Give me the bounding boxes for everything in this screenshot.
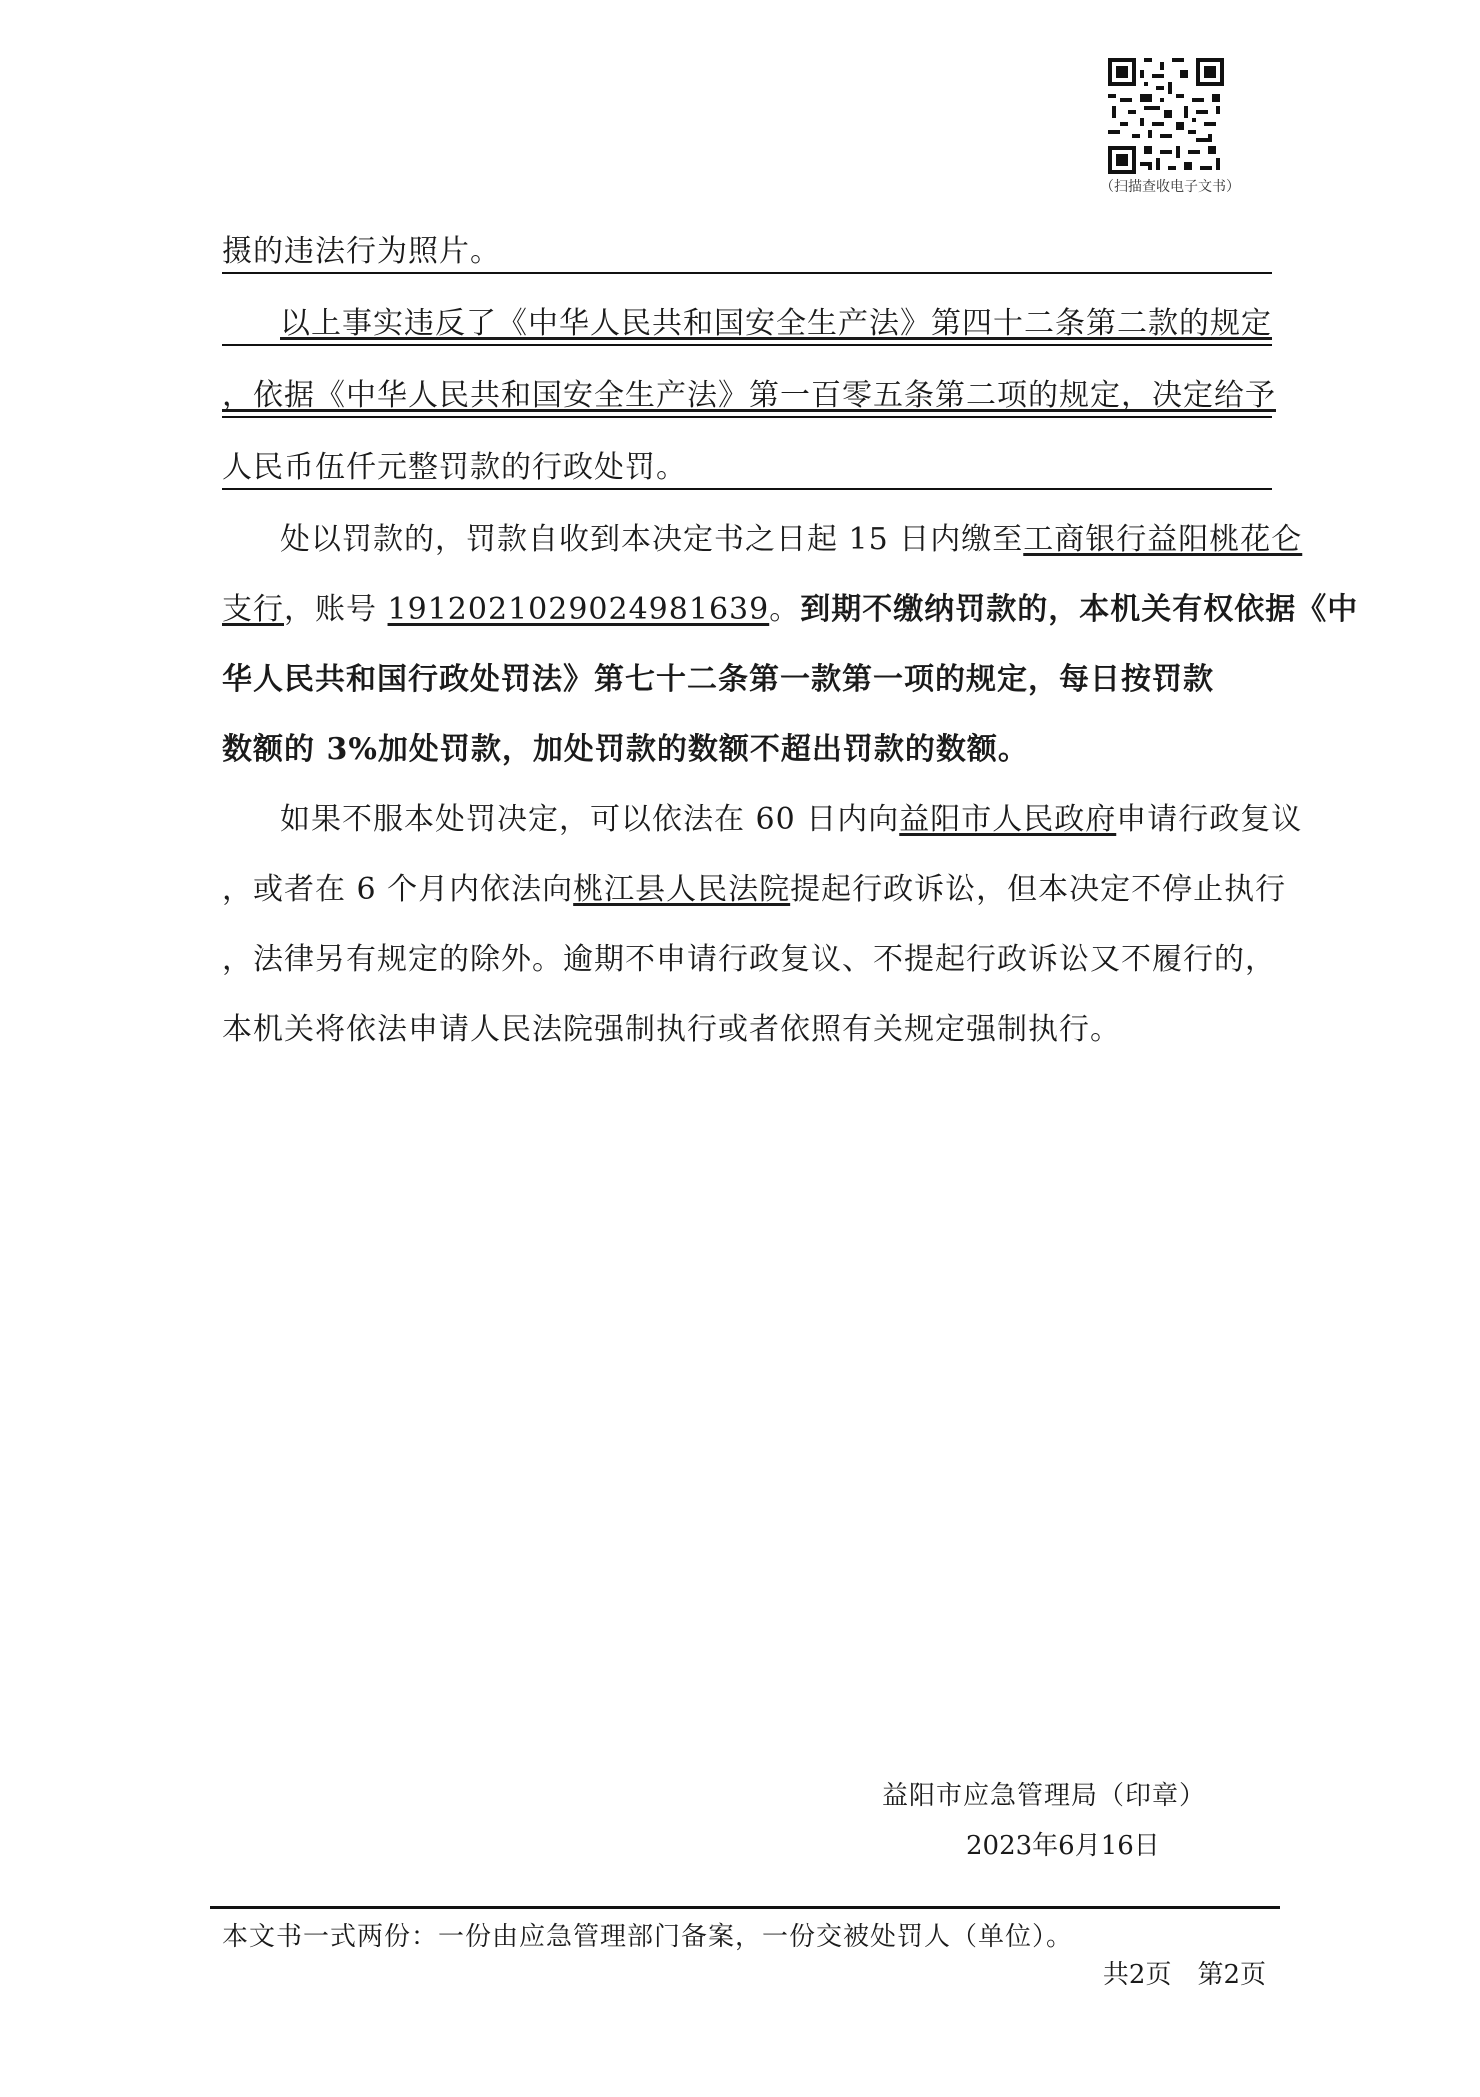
footer-divider	[210, 1906, 1280, 1909]
paragraph-appeal-line-3: ，法律另有规定的除外。逾期不申请行政复议、不提起行政诉讼又不履行的，	[222, 942, 1276, 977]
paragraph-appeal-line-1	[222, 800, 1303, 840]
court-name: 桃江县人民法院	[573, 872, 791, 907]
paragraph-payment-line-4: 数额的 3%加处罚款，加处罚款的数额不超出罚款的数额。	[222, 732, 1029, 767]
appeal-text: ，或者在 6 个月内依法向	[222, 872, 574, 907]
bank-name: 工商银行益阳桃花仑	[1023, 522, 1303, 557]
document-body	[222, 232, 1359, 1080]
account-number: 1912021029024981639	[387, 592, 770, 627]
appeal-text: 如果不服本处罚决定，可以依法在 60 日内向	[280, 802, 900, 837]
qr-code[interactable]	[1108, 58, 1224, 174]
footer-note: 本文书一式两份：一份由应急管理部门备案，一份交被处罚人（单位）。	[222, 1922, 1074, 1952]
paragraph-violation-line-2	[222, 376, 1276, 418]
paragraph-payment-line-2	[222, 590, 1359, 630]
payment-text: ，账号	[284, 592, 388, 627]
bank-name: 支行	[222, 592, 284, 627]
payment-text: 处以罚款的，罚款自收到本决定书之日起 15 日内缴至	[280, 522, 1024, 557]
appeal-text: 提起行政诉讼，但本决定不停止执行	[790, 872, 1287, 907]
paragraph-payment-line-3: 华人民共和国行政处罚法》第七十二条第一款第一项的规定，每日按罚款	[222, 662, 1214, 697]
paragraph-violation-line-1	[222, 304, 1272, 346]
paragraph-evidence-line-1: 摄的违法行为照片。	[222, 232, 1272, 274]
paragraph-appeal-line-2	[222, 870, 1287, 910]
issuing-organization: 益阳市应急管理局（印章）	[882, 1781, 1207, 1811]
late-penalty-text: 到期不缴纳罚款的，本机关有权依据《中	[800, 592, 1359, 627]
payment-text: 。	[769, 592, 801, 627]
violation-text: ，依据《中华人民共和国安全生产法》第一百零五条第二项的规定，决定给予	[222, 378, 1276, 413]
issue-date: 2023年6月16日	[966, 1831, 1160, 1861]
page-number: 共2页 第2页	[1102, 1960, 1266, 1990]
paragraph-payment-line-1	[222, 520, 1303, 560]
qr-caption: （扫描查收电子文书）	[1100, 179, 1240, 195]
violation-text: 以上事实违反了《中华人民共和国安全生产法》第四十二条第二款的规定	[280, 306, 1272, 341]
review-authority: 益阳市人民政府	[899, 802, 1117, 837]
appeal-text: 申请行政复议	[1116, 802, 1303, 837]
paragraph-violation-line-3: 人民币伍仟元整罚款的行政处罚。	[222, 448, 1272, 490]
paragraph-appeal-line-4: 本机关将依法申请人民法院强制执行或者依照有关规定强制执行。	[222, 1012, 1121, 1047]
